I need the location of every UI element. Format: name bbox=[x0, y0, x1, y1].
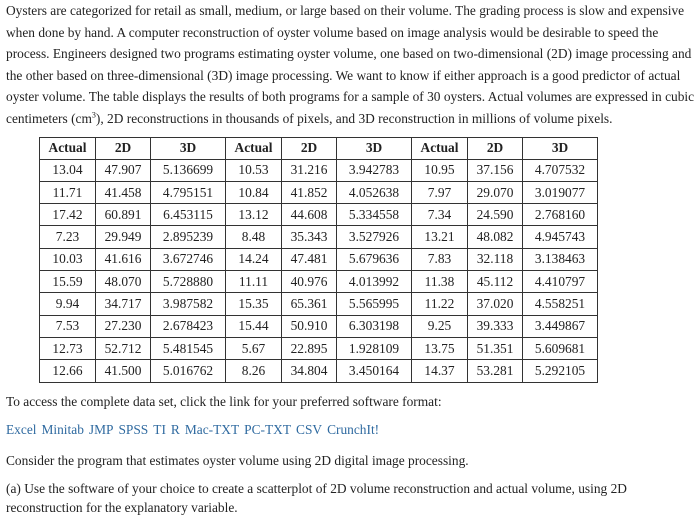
table-cell: 9.94 bbox=[40, 293, 96, 315]
software-link-excel[interactable]: Excel bbox=[6, 421, 37, 437]
header-2d: 2D bbox=[468, 137, 523, 159]
software-links bbox=[6, 420, 696, 440]
table-cell: 4.945743 bbox=[523, 226, 598, 248]
table-cell: 5.679636 bbox=[337, 248, 412, 270]
table-cell: 51.351 bbox=[468, 337, 523, 359]
header-2d: 2D bbox=[282, 137, 337, 159]
table-cell: 6.303198 bbox=[337, 315, 412, 337]
table-cell: 2.895239 bbox=[151, 226, 226, 248]
table-cell: 3.987582 bbox=[151, 293, 226, 315]
table-cell: 4.795151 bbox=[151, 181, 226, 203]
table-cell: 4.052638 bbox=[337, 181, 412, 203]
table-cell: 4.410797 bbox=[523, 271, 598, 293]
table-cell: 7.97 bbox=[412, 181, 468, 203]
table-cell: 5.481545 bbox=[151, 337, 226, 359]
table-body bbox=[40, 159, 598, 382]
table-header-row bbox=[40, 137, 598, 159]
table-cell: 15.44 bbox=[226, 315, 282, 337]
table-cell: 32.118 bbox=[468, 248, 523, 270]
table-cell: 13.21 bbox=[412, 226, 468, 248]
table-cell: 8.48 bbox=[226, 226, 282, 248]
table-cell: 47.907 bbox=[96, 159, 151, 181]
header-actual: Actual bbox=[412, 137, 468, 159]
table-cell: 41.458 bbox=[96, 181, 151, 203]
table-cell: 44.608 bbox=[282, 204, 337, 226]
table-cell: 41.852 bbox=[282, 181, 337, 203]
table-cell: 13.75 bbox=[412, 337, 468, 359]
table-cell: 11.11 bbox=[226, 271, 282, 293]
table-cell: 39.333 bbox=[468, 315, 523, 337]
header-2d: 2D bbox=[96, 137, 151, 159]
oyster-volume-table bbox=[39, 137, 598, 383]
table-cell: 53.281 bbox=[468, 360, 523, 382]
software-link-csv[interactable]: CSV bbox=[296, 421, 323, 437]
table-cell: 3.942783 bbox=[337, 159, 412, 181]
table-cell: 7.34 bbox=[412, 204, 468, 226]
software-link-pc-txt[interactable]: PC-TXT bbox=[244, 421, 292, 437]
table-cell: 65.361 bbox=[282, 293, 337, 315]
table-cell: 5.136699 bbox=[151, 159, 226, 181]
table-cell: 4.707532 bbox=[523, 159, 598, 181]
table-cell: 7.53 bbox=[40, 315, 96, 337]
table-cell: 37.020 bbox=[468, 293, 523, 315]
table-row bbox=[40, 360, 598, 382]
software-link-crunchit[interactable]: CrunchIt! bbox=[327, 421, 380, 437]
header-3d: 3D bbox=[151, 137, 226, 159]
table-cell: 5.292105 bbox=[523, 360, 598, 382]
table-cell: 10.84 bbox=[226, 181, 282, 203]
table-cell: 7.83 bbox=[412, 248, 468, 270]
intro-text-main: Oysters are categorized for retail as small, medium, or large based on their volume. The grading process is slow and expensive when done by hand. A computer reconstruction of oyster volume based on image analysis would be desirable to speed the process. Engineers designed two programs estimating oyster volume, one based on two-dimensional (2D) image processing and the other based on three-dimensional (3D) image processing. We want to know if either approach is a good predictor of actual oyster volume. The table displays the results of both programs for a sample of 30 oysters. Actual volumes are expressed in cubic centimeters (cm bbox=[6, 3, 695, 126]
table-cell: 12.73 bbox=[40, 337, 96, 359]
consider-text: Consider the program that estimates oyster volume using 2D digital image processing. bbox=[6, 452, 469, 468]
table-cell: 47.481 bbox=[282, 248, 337, 270]
table-cell: 29.949 bbox=[96, 226, 151, 248]
table-cell: 4.558251 bbox=[523, 293, 598, 315]
table-cell: 50.910 bbox=[282, 315, 337, 337]
table-row bbox=[40, 293, 598, 315]
table-row bbox=[40, 315, 598, 337]
table-cell: 60.891 bbox=[96, 204, 151, 226]
table-cell: 35.343 bbox=[282, 226, 337, 248]
table-cell: 3.449867 bbox=[523, 315, 598, 337]
table-cell: 3.138463 bbox=[523, 248, 598, 270]
table-cell: 34.717 bbox=[96, 293, 151, 315]
software-link-r[interactable]: R bbox=[170, 421, 180, 437]
header-actual: Actual bbox=[40, 137, 96, 159]
table-cell: 11.22 bbox=[412, 293, 468, 315]
table-cell: 5.334558 bbox=[337, 204, 412, 226]
table-cell: 10.53 bbox=[226, 159, 282, 181]
table-row bbox=[40, 271, 598, 293]
header-3d: 3D bbox=[337, 137, 412, 159]
table-cell: 17.42 bbox=[40, 204, 96, 226]
table-row bbox=[40, 204, 598, 226]
software-link-jmp[interactable]: JMP bbox=[88, 421, 114, 437]
table-cell: 15.59 bbox=[40, 271, 96, 293]
table-cell: 40.976 bbox=[282, 271, 337, 293]
table-row bbox=[40, 337, 598, 359]
table-row bbox=[40, 248, 598, 270]
table-cell: 15.35 bbox=[226, 293, 282, 315]
table-cell: 34.804 bbox=[282, 360, 337, 382]
table-cell: 10.95 bbox=[412, 159, 468, 181]
table-row bbox=[40, 159, 598, 181]
table-cell: 6.453115 bbox=[151, 204, 226, 226]
table-cell: 41.500 bbox=[96, 360, 151, 382]
header-3d: 3D bbox=[523, 137, 598, 159]
table-cell: 48.070 bbox=[96, 271, 151, 293]
table-cell: 8.26 bbox=[226, 360, 282, 382]
software-link-minitab[interactable]: Minitab bbox=[41, 421, 84, 437]
table-cell: 5.565995 bbox=[337, 293, 412, 315]
table-cell: 2.768160 bbox=[523, 204, 598, 226]
table-cell: 5.67 bbox=[226, 337, 282, 359]
table-cell: 13.12 bbox=[226, 204, 282, 226]
table-cell: 11.71 bbox=[40, 181, 96, 203]
table-cell: 3.672746 bbox=[151, 248, 226, 270]
access-instructions: To access the complete data set, click the link for your preferred software format: bbox=[6, 393, 442, 409]
table-cell: 52.712 bbox=[96, 337, 151, 359]
table-cell: 5.728880 bbox=[151, 271, 226, 293]
table-cell: 31.216 bbox=[282, 159, 337, 181]
table-cell: 45.112 bbox=[468, 271, 523, 293]
table-cell: 13.04 bbox=[40, 159, 96, 181]
table-cell: 3.019077 bbox=[523, 181, 598, 203]
table-cell: 4.013992 bbox=[337, 271, 412, 293]
software-link-spss[interactable]: SPSS bbox=[118, 421, 149, 437]
table-row bbox=[40, 181, 598, 203]
table-cell: 27.230 bbox=[96, 315, 151, 337]
question-part-a: (a) Use the software of your choice to create a scatterplot of 2D volume reconstruction and actual volume, using 2D reconstruction for the explanatory variable. bbox=[6, 480, 627, 515]
software-link-mac-txt[interactable]: Mac-TXT bbox=[184, 421, 240, 437]
table-cell: 10.03 bbox=[40, 248, 96, 270]
intro-paragraph bbox=[6, 0, 696, 130]
table-cell: 37.156 bbox=[468, 159, 523, 181]
table-cell: 7.23 bbox=[40, 226, 96, 248]
table-cell: 9.25 bbox=[412, 315, 468, 337]
table-cell: 3.450164 bbox=[337, 360, 412, 382]
table-cell: 5.609681 bbox=[523, 337, 598, 359]
table-cell: 3.527926 bbox=[337, 226, 412, 248]
software-link-ti[interactable]: TI bbox=[153, 421, 166, 437]
header-actual: Actual bbox=[226, 137, 282, 159]
table-cell: 5.016762 bbox=[151, 360, 226, 382]
intro-text-end: ), 2D reconstructions in thousands of pixels, and 3D reconstruction in millions of volume pixels. bbox=[95, 110, 613, 126]
table-cell: 14.24 bbox=[226, 248, 282, 270]
table-cell: 48.082 bbox=[468, 226, 523, 248]
table-cell: 24.590 bbox=[468, 204, 523, 226]
table-row bbox=[40, 226, 598, 248]
table-cell: 2.678423 bbox=[151, 315, 226, 337]
table-cell: 1.928109 bbox=[337, 337, 412, 359]
table-cell: 29.070 bbox=[468, 181, 523, 203]
cubic-superscript: 3 bbox=[91, 110, 96, 120]
table-cell: 14.37 bbox=[412, 360, 468, 382]
table-cell: 12.66 bbox=[40, 360, 96, 382]
table-cell: 41.616 bbox=[96, 248, 151, 270]
table-cell: 22.895 bbox=[282, 337, 337, 359]
table-cell: 11.38 bbox=[412, 271, 468, 293]
